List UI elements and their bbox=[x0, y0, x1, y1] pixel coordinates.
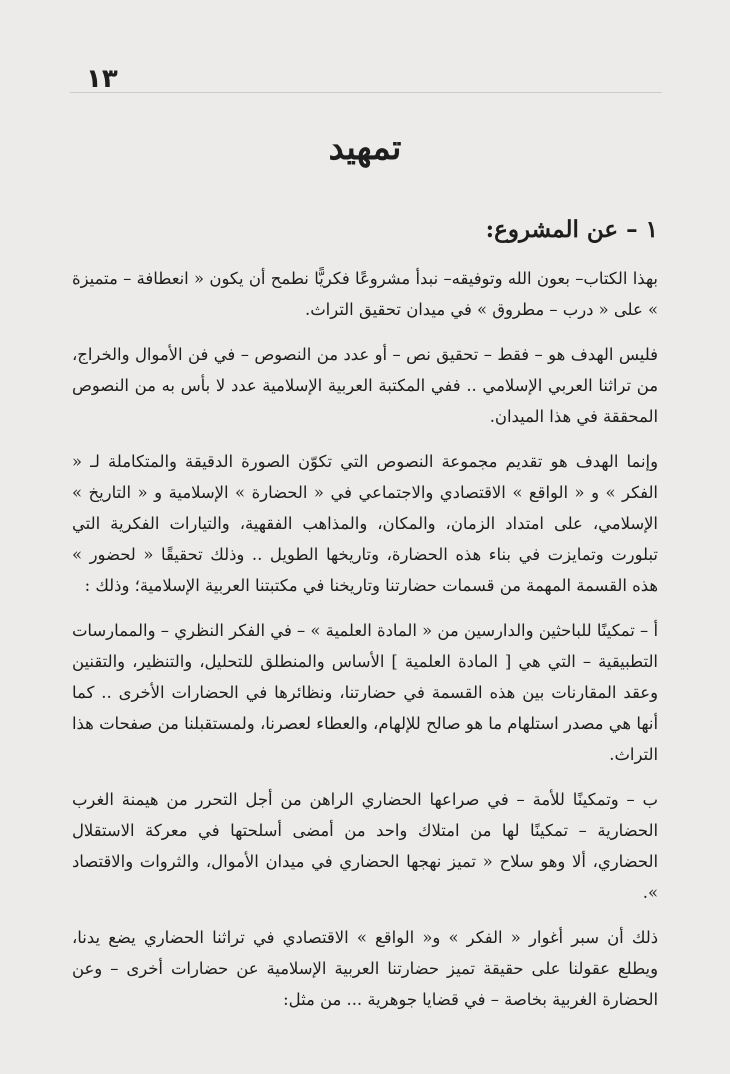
page-number: ١٣ bbox=[86, 64, 118, 94]
page-title: تمهيد bbox=[328, 128, 402, 168]
paragraph-4: أ – تمكينًا للباحثين والدارسين من « المادة العلمية » – في الفكر النظري – والممارسات التطبيقية – التي هي [ المادة العلمية ] الأساس والمنطلق للتحليل، والتنظير، والتقنين وعقد المقارنات بين هذه القسمة في حضارتنا، ونظائرها في الحضارات الأخرى .. كما أنها هي مصدر استلهام ما هو صالح للإلهام، والعطاء لعصرنا، ولمستقبلنا من صفحات هذا التراث. bbox=[72, 621, 658, 764]
section-heading: ١ – عن المشروع: bbox=[485, 216, 658, 243]
paragraph-5: ب – وتمكينًا للأمة – في صراعها الحضاري الراهن من أجل التحرر من هيمنة الغرب الحضارية – تمكينًا لها من امتلاك واحد من أمضى أسلحتها في معركة الاستقلال الحضاري، ألا وهو سلاح « تميز نهجها الحضاري في ميدان الأموال، والثروات والاقتصاد ». bbox=[72, 790, 658, 902]
paragraph-6: ذلك أن سبر أغوار « الفكر » و« الواقع » الاقتصادي في تراثنا الحضاري يضع يدنا، ويطلع عقولنا على حقيقة تميز حضارتنا العربية الإسلامية عن حضارات أخرى – وعن الحضارة الغربية بخاصة – في قضايا جوهرية ... من مثل: bbox=[72, 928, 658, 1009]
paragraph-2: فليس الهدف هو – فقط – تحقيق نص – أو عدد من النصوص – في فن الأموال والخراج، من تراثنا العربي الإسلامي .. ففي المكتبة العربية الإسلامية عدد لا بأس به من النصوص المحققة في هذا الميدان. bbox=[72, 345, 658, 426]
page-body bbox=[72, 128, 658, 1029]
paragraph-3: وإنما الهدف هو تقديم مجموعة النصوص التي تكوّن الصورة الدقيقة والمتكاملة لـ « الفكر » و « الواقع » الاقتصادي والاجتماعي في « الحضارة » الإسلامية و « التاريخ » الإسلامي، على امتداد الزمان، والمكان، والمذاهب الفقهية، والتيارات الفكرية التي تبلورت وتمايزت في بناء هذه الحضارة، وتاريخها الطويل .. وذلك تحقيقًا « لحضور » هذه القسمة المهمة من قسمات حضارتنا وتاريخنا في مكتبتنا العربية الإسلامية؛ وذلك : bbox=[72, 452, 658, 595]
header-rule bbox=[70, 92, 662, 93]
paragraph-1: بهذا الكتاب– بعون الله وتوفيقه– نبدأ مشروعًا فكريًّا نطمح أن يكون « انعطافة – متميزة » على « درب – مطروق » في ميدان تحقيق التراث. bbox=[72, 269, 658, 319]
